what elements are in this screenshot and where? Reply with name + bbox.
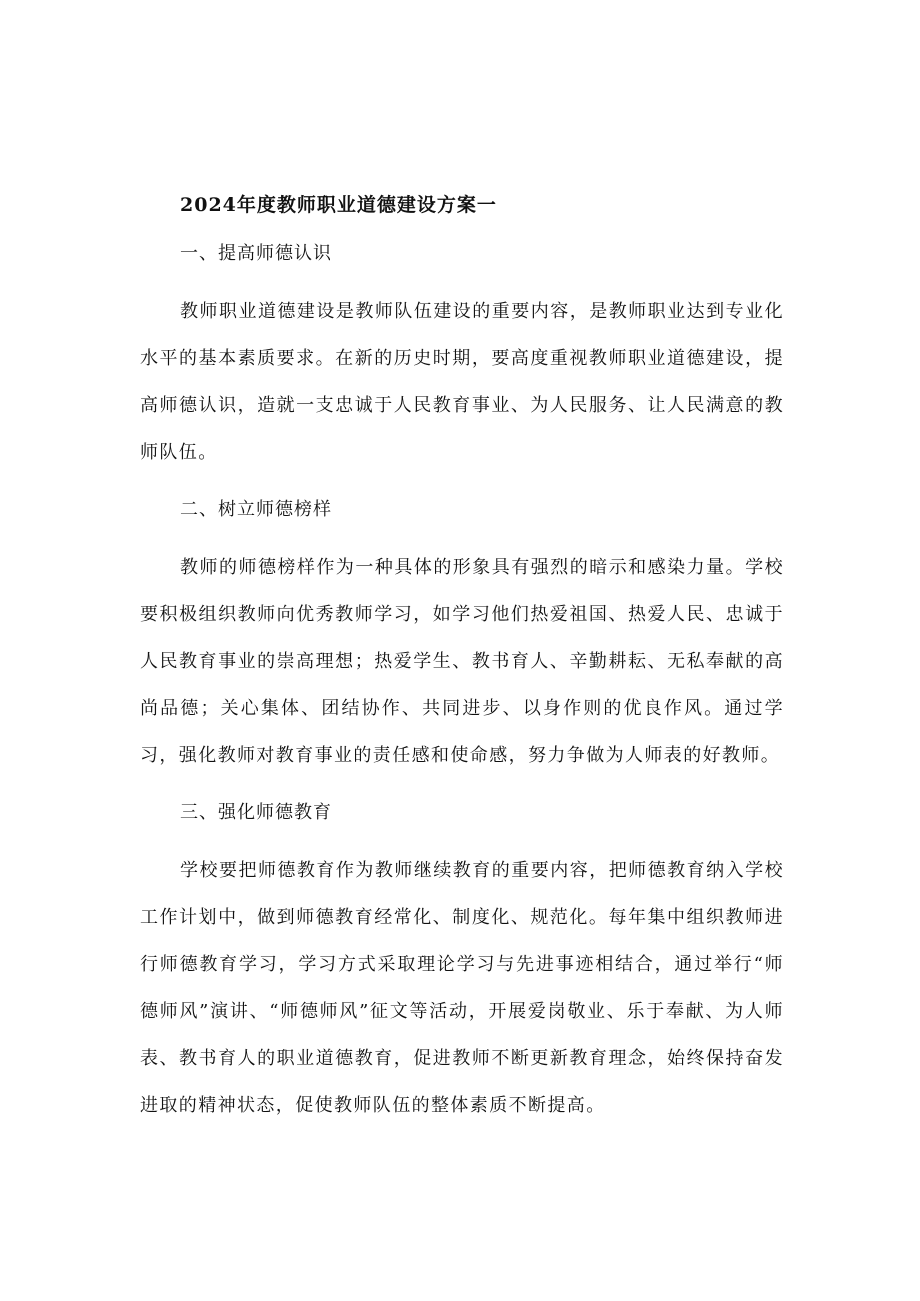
section-paragraph-3: 学校要把师德教育作为教师继续教育的重要内容，把师德教育纳入学校工作计划中，做到师德教育经常化、制度化、规范化。每年集中组织教师进行师德教育学习，学习方式采取理论学习与先进事迹相结合，通过举行“师德师风”演讲、“师德师风”征文等活动，开展爱岗敬业、乐于奉献、为人师表、教书育人的职业道德教育，促进教师不断更新教育理念，始终保持奋发进取的精神状态，促使教师队伍的整体素质不断提高。 (140, 860, 784, 1116)
document-body (140, 190, 784, 1129)
section-heading-1: 一、提高师德认识 (180, 243, 332, 264)
document-title: 2024年度教师职业道德建设方案一 (180, 194, 497, 216)
section-paragraph-1: 教师职业道德建设是教师队伍建设的重要内容，是教师职业达到专业化水平的基本素质要求。在新的历史时期，要高度重视教师职业道德建设，提高师德认识，造就一支忠诚于人民教育事业、为人民服务、让人民满意的教师队伍。 (140, 301, 784, 463)
section-heading-2: 二、树立师德榜样 (180, 499, 332, 520)
section-heading-3: 三、强化师德教育 (180, 802, 332, 823)
section-paragraph-2: 教师的师德榜样作为一种具体的形象具有强烈的暗示和感染力量。学校要积极组织教师向优秀教师学习，如学习他们热爱祖国、热爱人民、忠诚于人民教育事业的崇高理想；热爱学生、教书育人、辛勤耕耘、无私奉献的高尚品德；关心集体、团结协作、共同进步、以身作则的优良作风。通过学习，强化教师对教育事业的责任感和使命感，努力争做为人师表的好教师。 (140, 557, 784, 766)
